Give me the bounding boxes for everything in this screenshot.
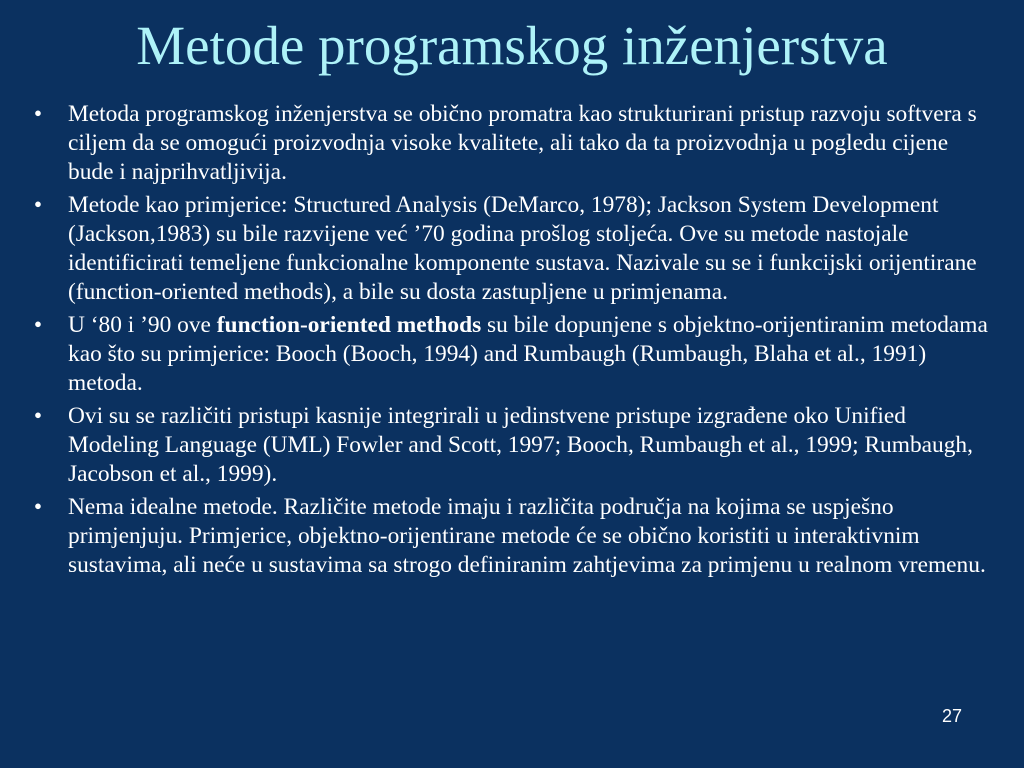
bullet-text-before: U ‘80 i ’90 ove (68, 312, 217, 338)
bullet-text: Metoda programskog inženjerstva se obično promatra kao strukturirani pristup razvoju softvera s ciljem da se omogući proizvodnja visoke kvalitete, ali tako da ta proizvodnja u pogledu cijene bude i najprihvatljivija. (68, 101, 977, 185)
bullet-text: Nema idealne metode. Različite metode imaju i različita područja na kojima se uspješno primjenjuju. Primjerice, objektno-orijentirane metode će se obično koristiti u interaktivnim sustavima, ali neće u sustavima sa strogo definiranim zahtjevima za primjenu u realnom vremenu. (68, 494, 986, 578)
bullet-text: Ovi su se različiti pristupi kasnije integrirali u jedinstvene pristupe izgrađene oko Unified Modeling Language (UML) Fowler and Scott, 1997; Booch, Rumbaugh et al., 1999; Rumbaugh, Jacobson et al., 1999). (68, 403, 973, 487)
slide-title: Metode programskog inženjerstva (136, 15, 888, 76)
bullet-icon: • (33, 312, 43, 338)
bullet-item (28, 191, 988, 307)
bullet-icon: • (33, 192, 43, 218)
page-number: 27 (941, 706, 962, 726)
bullet-item (28, 493, 988, 580)
bullet-item (28, 100, 988, 187)
bullet-icon: • (33, 403, 43, 429)
bullet-item (28, 311, 988, 398)
bullet-text: Metode kao primjerice: Structured Analysis (DeMarco, 1978); Jackson System Development (Jackson,1983) su bile razvijene već ’70 godina prošlog stoljeća. Ove su metode nastojale identificirati temeljene funkcionalne komponente sustava. Nazivale su se i funkcijski orijentirane (function-oriented methods), a bile su dosta zastupljene u primjenama. (68, 192, 977, 305)
bullet-text-bold: function-oriented methods (216, 312, 482, 338)
bullet-icon: • (33, 494, 43, 520)
bullet-icon: • (33, 101, 43, 127)
bullet-text-after: su bile dopunjene s objektno-orijentiranim metodama kao što su primjerice: Booch (Booch, 1994) and Rumbaugh (Rumbaugh, Blaha et al., 1991) metoda. (68, 312, 988, 396)
bullet-item (28, 402, 988, 489)
bullet-list (28, 100, 988, 584)
